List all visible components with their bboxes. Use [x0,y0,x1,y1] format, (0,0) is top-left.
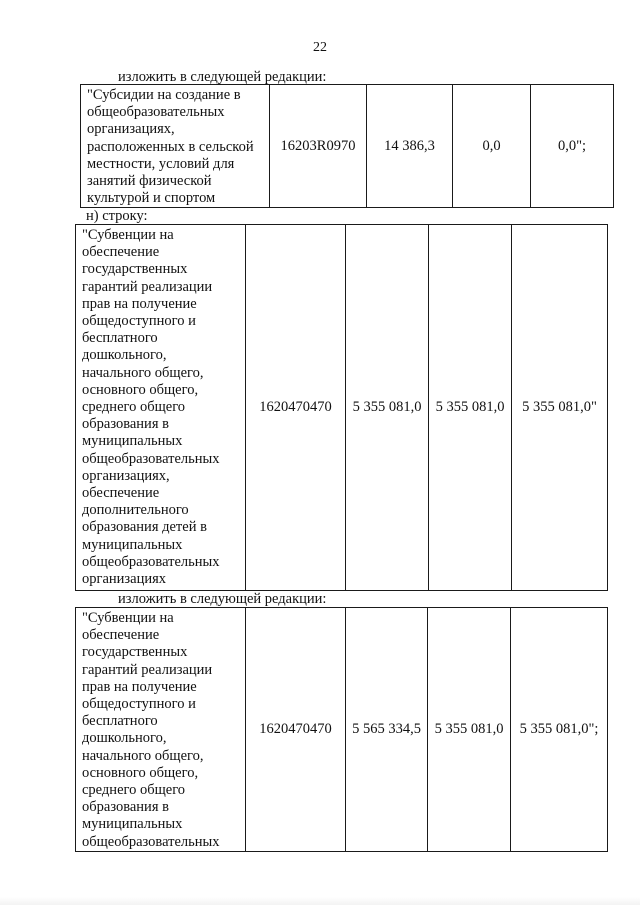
description-line: начального общего, [82,364,204,381]
description-line: общеобразовательных [82,553,220,570]
description-line: культурой и спортом [87,190,216,207]
description-line: основного общего, [82,381,199,398]
description-line: государственных [82,261,188,278]
amount-cell: 5 355 081,0" [512,225,608,591]
amount-cell: 5 355 081,0 [346,225,429,591]
budget-code: 1620470470 [246,225,346,591]
amount-cell: 5 355 081,0 [429,225,512,591]
description-line: среднего общего [82,399,186,416]
description-line: образования в [82,799,169,816]
description-line: дошкольного, [82,730,167,747]
description-line: бесплатного [82,713,158,730]
table-row [76,608,608,852]
description-line: прав на получение [82,295,197,312]
amount-cell: 0,0"; [531,85,614,208]
budget-table [75,224,608,591]
budget-code: 16203R0970 [270,85,367,208]
description-line: расположенных в сельской [87,138,254,155]
description-line: основного общего, [82,764,199,781]
description-line: занятий физической [87,173,212,190]
description-line: общеобразовательных [82,450,220,467]
description-line: прав на получение [82,678,197,695]
amount-cell: 5 355 081,0 [428,608,511,852]
amount-cell: 5 565 334,5 [346,608,428,852]
description-line: начального общего, [82,747,204,764]
budget-code: 1620470470 [246,608,346,852]
amount-cell: 5 355 081,0"; [511,608,608,852]
description-line: дополнительного [82,502,189,519]
section-heading: н) строку: [86,208,148,224]
description-line: "Субвенции на [82,227,174,243]
description-line: обеспечение [82,244,160,261]
amount-cell: 0,0 [453,85,531,208]
description-line: местности, условий для [87,155,235,172]
description-line: обеспечение [82,485,160,502]
description-line: дошкольного, [82,347,167,364]
description-line: обеспечение [82,627,160,644]
description-line: муниципальных [82,816,183,833]
description-line: государственных [82,644,188,661]
description-line: общеобразовательных [87,104,225,121]
description-line: организациях, [87,121,175,138]
budget-table [80,84,614,208]
row-description [81,85,270,208]
budget-table [75,607,608,852]
description-line: муниципальных [82,536,183,553]
description-line: бесплатного [82,330,158,347]
description-line: образования в [82,416,169,433]
section-heading: изложить в следующей редакции: [118,69,327,85]
description-line: организациях, [82,467,170,484]
section-heading: изложить в следующей редакции: [118,591,327,607]
description-line: общедоступного и [82,313,196,330]
description-line: "Субсидии на создание в [87,87,241,103]
description-line: гарантий реализации [82,278,213,295]
description-line: общеобразовательных [82,833,220,850]
table-row [76,225,608,591]
row-description [76,225,246,591]
table-row [81,85,614,208]
description-line: организациях [82,571,167,588]
row-description [76,608,246,852]
description-line: муниципальных [82,433,183,450]
description-line: общедоступного и [82,696,196,713]
amount-cell: 14 386,3 [367,85,453,208]
page-number: 22 [313,40,327,55]
description-line: среднего общего [82,782,186,799]
page-bottom-edge [0,897,640,905]
description-line: гарантий реализации [82,661,213,678]
description-line: образования детей в [82,519,207,536]
description-line: "Субвенции на [82,610,174,626]
